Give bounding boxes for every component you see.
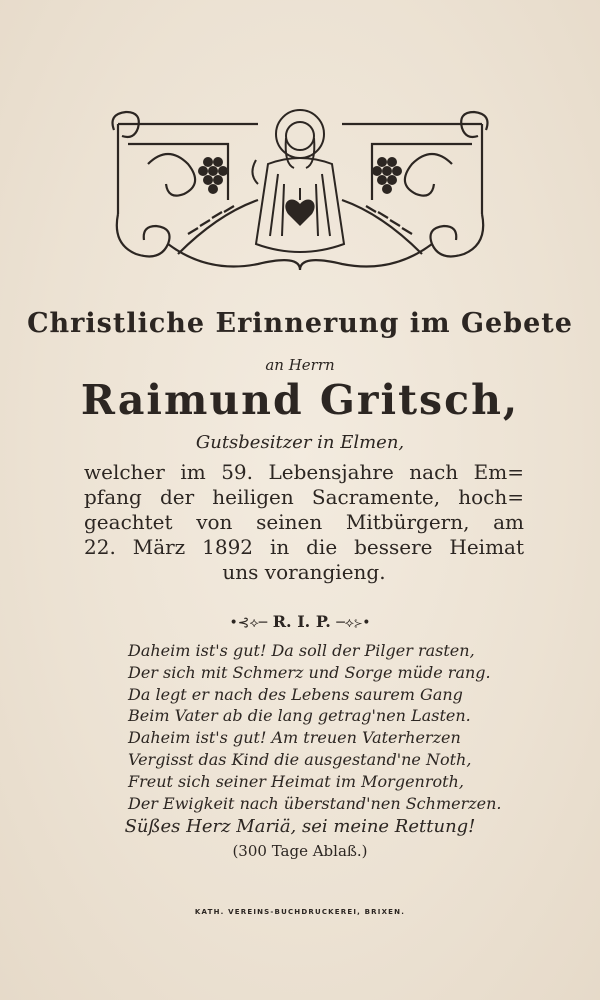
salutation: an Herrn [265, 356, 335, 374]
poem-line: Da legt er nach des Lebens saurem Gang [128, 684, 463, 704]
sacred-heart-illustration [108, 104, 492, 276]
poem-line: Daheim ist's gut! Da soll der Pilger rasten, [128, 641, 475, 660]
ornament-right-icon: ─⟡⊱• [336, 615, 371, 631]
card-title: Christliche Erinnerung im Gebete [27, 308, 573, 339]
poem-line: Der Ewigkeit nach überstand'nen Schmerzen. [128, 793, 502, 813]
occupation: Gutsbesitzer in Elmen, [195, 432, 405, 453]
rip-text: R. I. P. [272, 612, 331, 631]
poem-line: Freut sich seiner Heimat im Morgenroth, [128, 771, 464, 791]
paragraph-line: uns vorangieng. [222, 560, 386, 584]
paragraph-line: geachtet von seinen Mitbürgern, am [84, 510, 524, 534]
poem-line: Beim Vater ab die lang getrag'nen Lasten. [128, 706, 471, 726]
poem [128, 640, 528, 814]
deceased-name: Raimund Gritsch, [80, 376, 520, 424]
paragraph-line: pfang der heiligen Sacramente, hoch= [84, 485, 524, 509]
poem-line: Der sich mit Schmerz und Sorge müde rang. [128, 662, 491, 682]
biography-paragraph [84, 460, 524, 585]
indulgence-note: (300 Tage Ablaß.) [232, 842, 368, 860]
paragraph-line: 22. März 1892 in die bessere Heimat [84, 535, 524, 559]
poem-line: Vergisst das Kind die ausgestand'ne Noth, [128, 749, 472, 769]
sacred-heart-emblem [108, 104, 492, 276]
printer-imprint: KATH. VEREINS-BUCHDRUCKEREI, BRIXEN. [194, 908, 406, 916]
poem-line: Daheim ist's gut! Am treuen Vaterherzen [128, 728, 461, 748]
invocation: Süßes Herz Mariä, sei meine Rettung! [124, 816, 476, 837]
paragraph-line: welcher im 59. Lebensjahre nach Em= [84, 460, 524, 484]
rip-line [0, 612, 600, 631]
ornament-left-icon: •⊰⟡─ [229, 615, 268, 631]
